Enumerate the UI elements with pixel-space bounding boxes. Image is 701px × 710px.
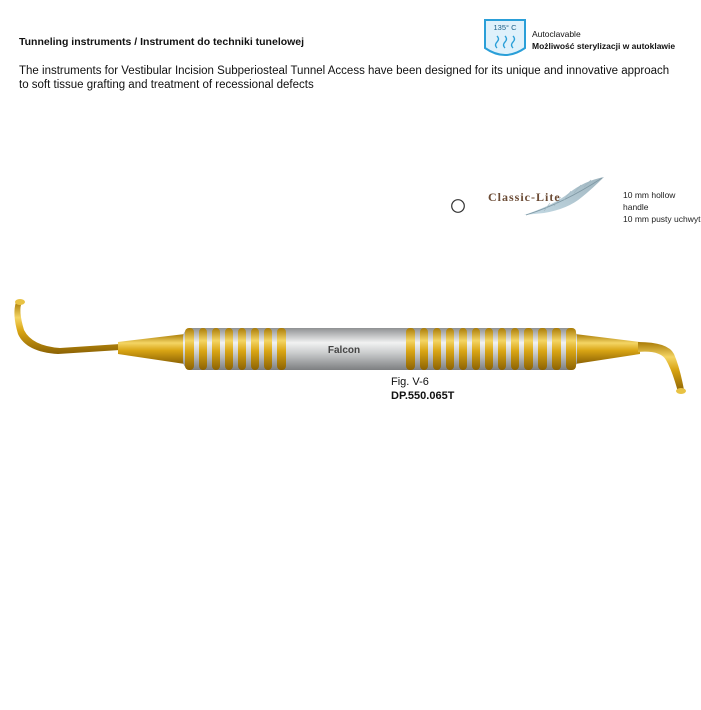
autoclave-info	[532, 28, 675, 52]
handle-spec-pl: 10 mm pusty uchwyt	[623, 214, 701, 224]
autoclave-label-en: Autoclavable	[532, 29, 581, 39]
autoclave-temperature: 135° C	[493, 23, 517, 32]
ring-icon	[450, 198, 466, 219]
page-description: The instruments for Vestibular Incision Subperiosteal Tunnel Access have been designed for its unique and innovative approach to soft tissue grafting and treatment of recessional defects	[19, 65, 670, 91]
figure-caption	[391, 375, 454, 403]
autoclave-icon	[483, 18, 527, 65]
page-title: Tunneling instruments / Instrument do techniki tunelowej	[19, 36, 305, 48]
figure-number: Fig. V-6	[391, 376, 429, 388]
autoclave-label-pl: Możliwość sterylizacji w autoklawie	[532, 41, 676, 51]
handle-spec-en: 10 mm hollow handle	[623, 190, 676, 212]
product-code: DP.550.065T	[391, 390, 455, 402]
classic-lite-brand: Classic-Lite	[488, 190, 561, 204]
handle-spec	[623, 189, 701, 225]
instrument-image	[0, 290, 701, 405]
falcon-logo: Falcon	[327, 345, 361, 356]
